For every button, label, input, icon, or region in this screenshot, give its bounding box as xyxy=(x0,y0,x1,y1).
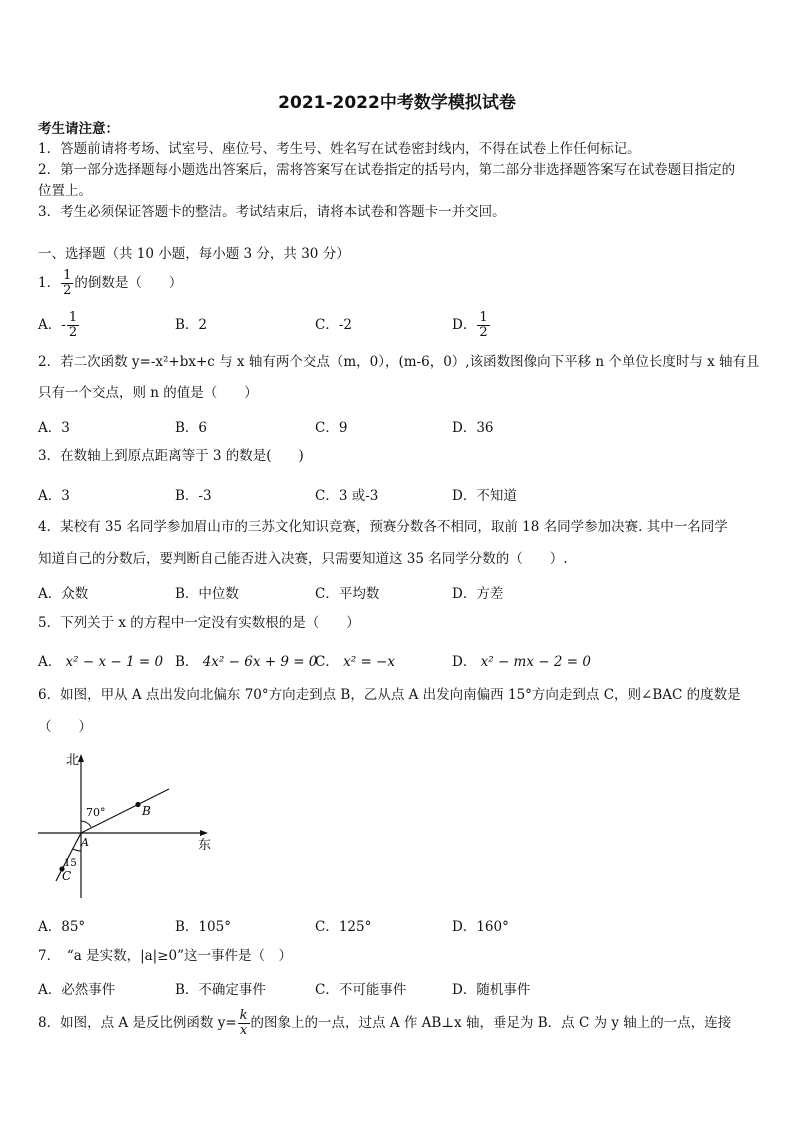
question-6-line-2: （ ） xyxy=(38,719,92,735)
option-d[interactable]: D．随机事件 xyxy=(452,982,531,998)
option-a[interactable]: A．- $\frac{1}{2}$ xyxy=(38,310,78,340)
option-a[interactable]: A．3 xyxy=(38,488,70,504)
question-text: 的倒数是（ ） xyxy=(74,275,183,291)
question-2-line-2: 只有一个交点，则 n 的值是（ ） xyxy=(38,385,258,401)
option-b[interactable]: B．105° xyxy=(175,919,231,935)
option-a[interactable]: A．众数 xyxy=(38,586,89,602)
option-c[interactable]: C． x² = −x xyxy=(315,654,395,670)
option-b[interactable]: B．6 xyxy=(175,420,208,436)
option-d[interactable]: D．160° xyxy=(452,919,509,935)
option-c[interactable]: C．平均数 xyxy=(315,586,380,602)
option-a[interactable]: A．必然事件 xyxy=(38,982,116,998)
option-d[interactable]: D．方差 xyxy=(452,586,504,602)
angle-label-15: 15 xyxy=(64,858,77,869)
option-c[interactable]: C．9 xyxy=(315,420,348,436)
point-a-label: A xyxy=(81,836,89,849)
point-c-label: C xyxy=(62,869,72,883)
east-arrow-icon xyxy=(200,830,208,836)
fraction: $\frac{k}{x}$ xyxy=(239,1008,248,1038)
angle-label-70: 70° xyxy=(86,806,106,819)
option-a[interactable]: A．85° xyxy=(38,919,86,935)
question-7: 7． “a 是实数，|a|≥0”这一事件是（ ） xyxy=(38,948,293,964)
option-a[interactable]: A． x² − x − 1 = 0 xyxy=(38,654,164,670)
option-b[interactable]: B．中位数 xyxy=(175,586,239,602)
notice-item: 1．答题前请将考场、试室号、座位号、考生号、姓名写在试卷密封线内，不得在试卷上作任何标记。 xyxy=(38,141,641,157)
option-b[interactable]: B．2 xyxy=(175,317,208,333)
page-title: 2021-2022中考数学模拟试卷 xyxy=(278,93,516,113)
question-2-line-1: 2．若二次函数 y=-x²+bx+c 与 x 轴有两个交点（m，0），(m-6，0）,该函数图像向下平移 n 个单位长度时与 x 轴有且 xyxy=(38,354,760,370)
east-label: 东 xyxy=(198,838,212,853)
options-q3 xyxy=(38,484,758,504)
angle-arc-15 xyxy=(73,849,81,851)
question-8: 8．如图，点 A 是反比例函数 y= $\frac{k}{x}$ 的图象上的一点，过点 A 作 AB⊥x 轴，垂足为 B．点 C 为 y 轴上的一点，连接 xyxy=(38,1008,732,1038)
options-q1 xyxy=(38,308,758,342)
option-b[interactable]: B．不确定事件 xyxy=(175,982,266,998)
question-number: 1． xyxy=(38,275,61,291)
fraction: $\frac{1}{2}$ xyxy=(63,268,72,298)
option-c[interactable]: C．-2 xyxy=(315,317,352,333)
option-c[interactable]: C．不可能事件 xyxy=(315,982,407,998)
options-q7 xyxy=(38,978,758,998)
option-b[interactable]: B． 4x² − 6x + 9 = 0 xyxy=(175,654,318,670)
option-d[interactable]: D． x² − mx − 2 = 0 xyxy=(452,654,591,670)
option-c[interactable]: C．3 或-3 xyxy=(315,488,379,504)
notice-item: 2．第一部分选择题每小题选出答案后，需将答案写在试卷指定的括号内，第二部分非选择题答案写在试卷题目指定的 xyxy=(38,162,736,178)
fraction: $\frac{1}{2}$ xyxy=(68,310,78,340)
point-b-marker xyxy=(135,802,140,807)
notice-item: 位置上。 xyxy=(38,183,92,199)
option-c[interactable]: C．125° xyxy=(315,919,372,935)
option-b[interactable]: B．-3 xyxy=(175,488,212,504)
question-5: 5．下列关于 x 的方程中一定没有实数根的是（ ） xyxy=(38,615,360,631)
question-6-line-1: 6．如图，甲从 A 点出发向北偏东 70°方向走到点 B，乙从点 A 出发向南偏西 15°方向走到点 C，则∠BAC 的度数是 xyxy=(38,687,741,703)
direction-figure xyxy=(34,748,224,903)
option-d[interactable]: D．36 xyxy=(452,420,494,436)
north-label: 北 xyxy=(66,753,80,768)
options-q2 xyxy=(38,416,758,436)
notice-item: 3．考生必须保证答题卡的整洁。考试结束后，请将本试卷和答题卡一并交回。 xyxy=(38,204,506,220)
option-a[interactable]: A．3 xyxy=(38,420,70,436)
angle-arc-70 xyxy=(81,821,91,827)
options-q4 xyxy=(38,582,758,602)
notice-heading: 考生请注意： xyxy=(38,121,119,137)
question-1 xyxy=(38,268,764,298)
section-heading: 一、选择题（共 10 小题，每小题 3 分，共 30 分） xyxy=(38,246,350,262)
question-4-line-1: 4．某校有 35 名同学参加眉山市的三苏文化知识竞赛，预赛分数各不相同，取前 18 名同学参加决赛. 其中一名同学 xyxy=(38,519,728,535)
options-q6 xyxy=(38,915,758,935)
question-3: 3．在数轴上到原点距离等于 3 的数是( ) xyxy=(38,448,304,464)
options-q5 xyxy=(38,650,758,670)
question-4-line-2: 知道自己的分数后，要判断自己能否进入决赛，只需要知道这 35 名同学分数的（ ）. xyxy=(38,551,568,567)
option-d[interactable]: D．不知道 xyxy=(452,488,517,504)
fraction: $\frac{1}{2}$ xyxy=(479,310,488,340)
option-d[interactable]: D． $\frac{1}{2}$ xyxy=(452,310,488,340)
point-b-label: B xyxy=(142,804,151,818)
